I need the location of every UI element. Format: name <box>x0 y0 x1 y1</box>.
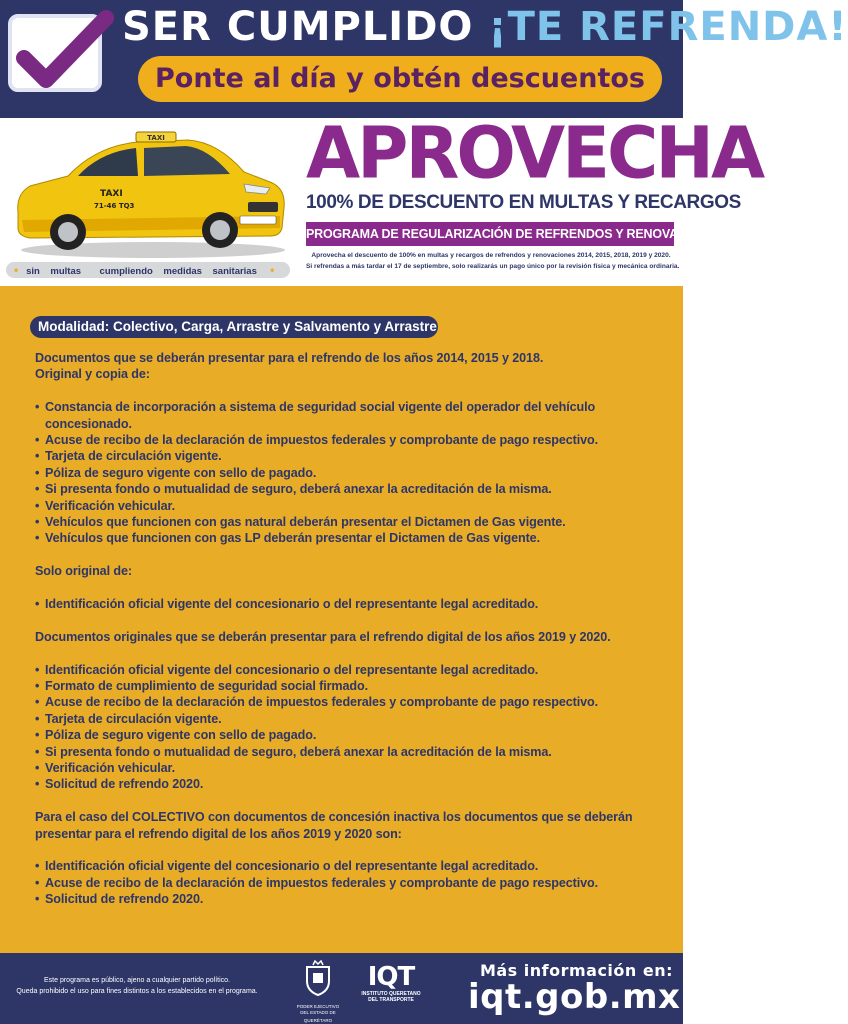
title-te-refrenda: ¡TE REFRENDA! <box>488 4 848 50</box>
iqt-label-1: INSTITUTO QUERETANO <box>361 991 421 997</box>
qro-label-1: PODER EJECUTIVO DEL ESTADO DE <box>296 1004 340 1015</box>
sin-multas-strip <box>6 262 290 278</box>
list-item: • Acuse de recibo de la declaración de impuestos federales y comprobante de pago respectivo. <box>35 432 663 448</box>
disclaimer-line1: Este programa es público, ajeno a cualquier partido político. <box>44 977 230 984</box>
list-item: • Si presenta fondo o mutualidad de seguro, deberá anexar la acreditación de la misma. <box>35 744 663 760</box>
intro-refrendo: Documentos que se deberán presentar para el refrendo de los años 2014, 2015 y 2018. <box>35 351 544 365</box>
list-item: • Solicitud de refrendo 2020. <box>35 891 663 907</box>
taxi-number-text: 71-46 TQ3 <box>94 202 135 210</box>
list-item: • Formato de cumplimiento de seguridad social firmado. <box>35 678 663 694</box>
header-title <box>122 4 848 50</box>
promo-note-line2: Si refrendas a más tardar el 17 de septiembre, solo realizarás un pago único por la revisión física y mecánica ordinaria. <box>306 263 680 270</box>
list-item: • Identificación oficial vigente del concesionario o del representante legal acreditado. <box>35 662 663 678</box>
list-item: • Verificación vehicular. <box>35 760 663 776</box>
list-item: • Verificación vehicular. <box>35 498 663 514</box>
strip-dot-icon: • <box>14 263 19 277</box>
colectivo-intro: Para el caso del COLECTIVO con documentos de concesión inactiva los documentos que se deberán presentar para el refrendo digital de los años 2019 y 2020 son: <box>35 810 633 841</box>
requirements-section <box>0 286 683 953</box>
iqt-mark: IQT <box>367 962 415 992</box>
list-item: • Identificación oficial vigente del concesionario o del representante legal acreditado. <box>35 596 663 612</box>
list-item: • Identificación oficial vigente del concesionario o del representante legal acreditado. <box>35 858 663 874</box>
discount-text: 100% DE DESCUENTO EN MULTAS Y RECARGOS <box>306 192 741 213</box>
mas-informacion-label: Más información en: <box>479 961 673 980</box>
subtitle-pill: Ponte al día y obtén descuentos <box>138 56 662 102</box>
header-banner <box>0 0 848 118</box>
qro-label-2: QUERÉTARO <box>303 1018 333 1023</box>
footer <box>0 953 683 1024</box>
list-item: • Póliza de seguro vigente con sello de pagado. <box>35 465 663 481</box>
intro-original-copia: Original y copia de: <box>35 367 150 382</box>
strip-word-multas: multas <box>50 266 82 277</box>
promo-note-line1: Aprovecha el descuento de 100% en multas y recargos de refrendos y renovaciones 2014, 2015, 2018, 2019 y 2020. <box>311 252 671 259</box>
list-item: • Tarjeta de circulación vigente. <box>35 448 663 464</box>
digital-intro: Documentos originales que se deberán presentar para el refrendo digital de los años 2019 y 2020. <box>35 629 611 644</box>
footer-disclaimer <box>8 975 266 997</box>
disclaimer-line2: Queda prohibido el uso para fines distintos a los establecidos en el programa. <box>16 988 258 995</box>
requirements-text <box>35 350 663 908</box>
website-link[interactable]: iqt.gob.mx <box>468 977 681 1017</box>
taxi-door-text: TAXI <box>100 189 123 199</box>
solo-original-heading: Solo original de: <box>35 564 132 579</box>
list-item: • Tarjeta de circulación vigente. <box>35 711 663 727</box>
list-item: • Póliza de seguro vigente con sello de pagado. <box>35 727 663 743</box>
promo-section <box>0 111 763 286</box>
list-item: • Acuse de recibo de la declaración de impuestos federales y comprobante de pago respectivo. <box>35 694 663 710</box>
strip-dot-icon: • <box>270 263 275 277</box>
iqt-label-2: DEL TRANSPORTE <box>368 997 414 1003</box>
promo-note <box>306 250 680 272</box>
checkbox-check-icon <box>8 14 102 92</box>
list-item: • Vehículos que funcionen con gas LP deberán presentar el Dictamen de Gas vigente. <box>35 530 663 546</box>
list-item: • Si presenta fondo o mutualidad de seguro, deberá anexar la acreditación de la misma. <box>35 481 663 497</box>
list-item: • Solicitud de refrendo 2020. <box>35 776 663 792</box>
strip-word-sin: sin <box>26 266 40 277</box>
queretaro-seal-icon <box>296 961 340 1023</box>
modalidad-label: Modalidad: Colectivo, Carga, Arrastre y Salvamento y Arrastre <box>30 316 438 338</box>
taxi-sign-text: TAXI <box>147 134 165 142</box>
title-ser-cumplido: SER CUMPLIDO <box>122 4 474 50</box>
strip-word-medidas: medidas <box>163 266 202 277</box>
strip-word-sanitarias: sanitarias <box>212 266 257 277</box>
list-item: • Vehículos que funcionen con gas natural deberán presentar el Dictamen de Gas vigente. <box>35 514 663 530</box>
headline-aprovecha: APROVECHA <box>306 111 763 195</box>
taxi-car-image <box>8 124 293 264</box>
list-item: • Acuse de recibo de la declaración de impuestos federales y comprobante de pago respectivo. <box>35 875 663 891</box>
programa-bar: PROGRAMA DE REGULARIZACIÓN DE REFRENDOS Y RENOVACIONES <box>306 222 674 246</box>
iqt-logo <box>358 963 424 1019</box>
list-item: • Constancia de incorporación a sistema de seguridad social vigente del operador del vehículo concesionado. <box>35 399 663 432</box>
strip-word-cumpliendo: cumpliendo <box>99 266 153 277</box>
